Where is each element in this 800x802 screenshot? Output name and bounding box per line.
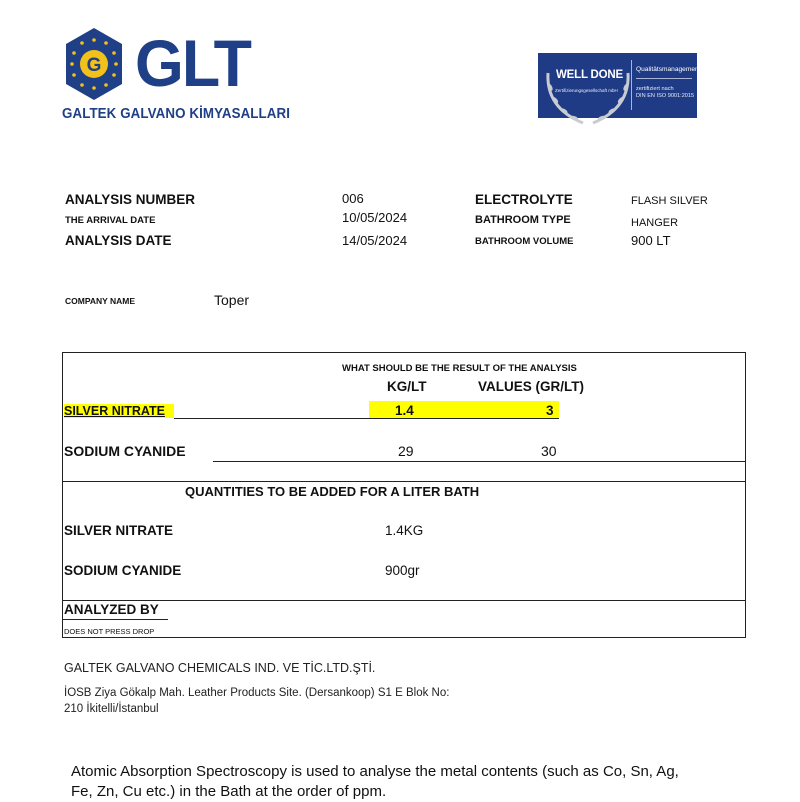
badge-subtitle: Zertifizierungsgesellschaft mbH: [555, 88, 618, 93]
divider: [62, 600, 746, 601]
additions-title: QUANTITIES TO BE ADDED FOR A LITER BATH: [185, 484, 480, 499]
bathroom-volume-label: BATHROOM VOLUME: [475, 236, 574, 247]
note-line: Fe, Zn, Cu etc.) in the Bath at the order of ppm.: [71, 783, 387, 800]
result-row-name: SILVER NITRATE: [64, 404, 165, 418]
company-name-value: Toper: [214, 292, 250, 308]
results-title: WHAT SHOULD BE THE RESULT OF THE ANALYSIS: [342, 363, 577, 374]
result-row-value: 30: [541, 443, 557, 459]
analyzed-note: DOES NOT PRESS DROP: [64, 627, 155, 636]
divider: [62, 619, 168, 620]
note-line: Atomic Absorption Spectroscopy is used to analyse the metal contents (such as Co, Sn, Ag,: [71, 763, 679, 780]
results-col-kg: KG/LT: [387, 379, 427, 394]
brand-subtitle: GALTEK GALVANO KİMYASALLARI: [62, 106, 291, 122]
bathroom-type-label: BATHROOM TYPE: [475, 214, 571, 226]
company-name-label: COMPANY NAME: [65, 296, 136, 306]
addition-row-amount: 1.4KG: [385, 523, 424, 538]
logo-letter: G: [86, 55, 102, 76]
result-row-name: SODIUM CYANIDE: [64, 443, 186, 459]
badge-qm-line: [636, 78, 692, 79]
arrival-date-value: 10/05/2024: [342, 210, 408, 225]
brand-name: GLT: [135, 26, 251, 100]
addition-row-amount: 900gr: [385, 563, 420, 578]
addition-row-name: SILVER NITRATE: [64, 523, 174, 538]
electrolyte-label: ELECTROLYTE: [475, 192, 573, 207]
analysis-date-label: ANALYSIS DATE: [65, 233, 172, 248]
addition-row-name: SODIUM CYANIDE: [64, 563, 182, 578]
divider: [174, 418, 559, 419]
result-row-kg: 29: [398, 443, 414, 459]
badge-cert-line: DIN EN ISO 9001:2015: [636, 93, 695, 100]
electrolyte-value: FLASH SILVER: [631, 195, 708, 207]
footer-address: 210 İkitelli/İstanbul: [64, 703, 159, 715]
analysis-number-value: 006: [342, 191, 364, 206]
badge-cert-line: zertifiziert nach: [636, 86, 674, 92]
results-col-values: VALUES (GR/LT): [478, 379, 584, 394]
footer-company: GALTEK GALVANO CHEMICALS IND. VE TİC.LTD.ŞTİ.: [64, 661, 376, 675]
analysis-date-value: 14/05/2024: [342, 233, 408, 248]
bathroom-type-value: HANGER: [631, 217, 679, 229]
badge-title: WELL DONE: [556, 69, 623, 81]
result-row-value: 3: [546, 403, 554, 418]
footer-address: İOSB Ziya Gökalp Mah. Leather Products Site. (Dersankoop) S1 E Blok No:: [64, 687, 450, 699]
result-row-kg: 1.4: [395, 403, 414, 418]
arrival-date-label: THE ARRIVAL DATE: [65, 215, 156, 226]
divider: [62, 481, 746, 482]
analysis-number-label: ANALYSIS NUMBER: [65, 192, 196, 207]
badge-cert: [636, 86, 694, 101]
bathroom-volume-value: 900 LT: [631, 233, 671, 248]
analyzed-by-label: ANALYZED BY: [64, 602, 159, 617]
badge-qm: Qualitätsmanagement: [636, 66, 701, 73]
divider: [213, 461, 746, 462]
galtek-logo-icon: [62, 26, 126, 102]
badge-divider: [631, 60, 632, 110]
